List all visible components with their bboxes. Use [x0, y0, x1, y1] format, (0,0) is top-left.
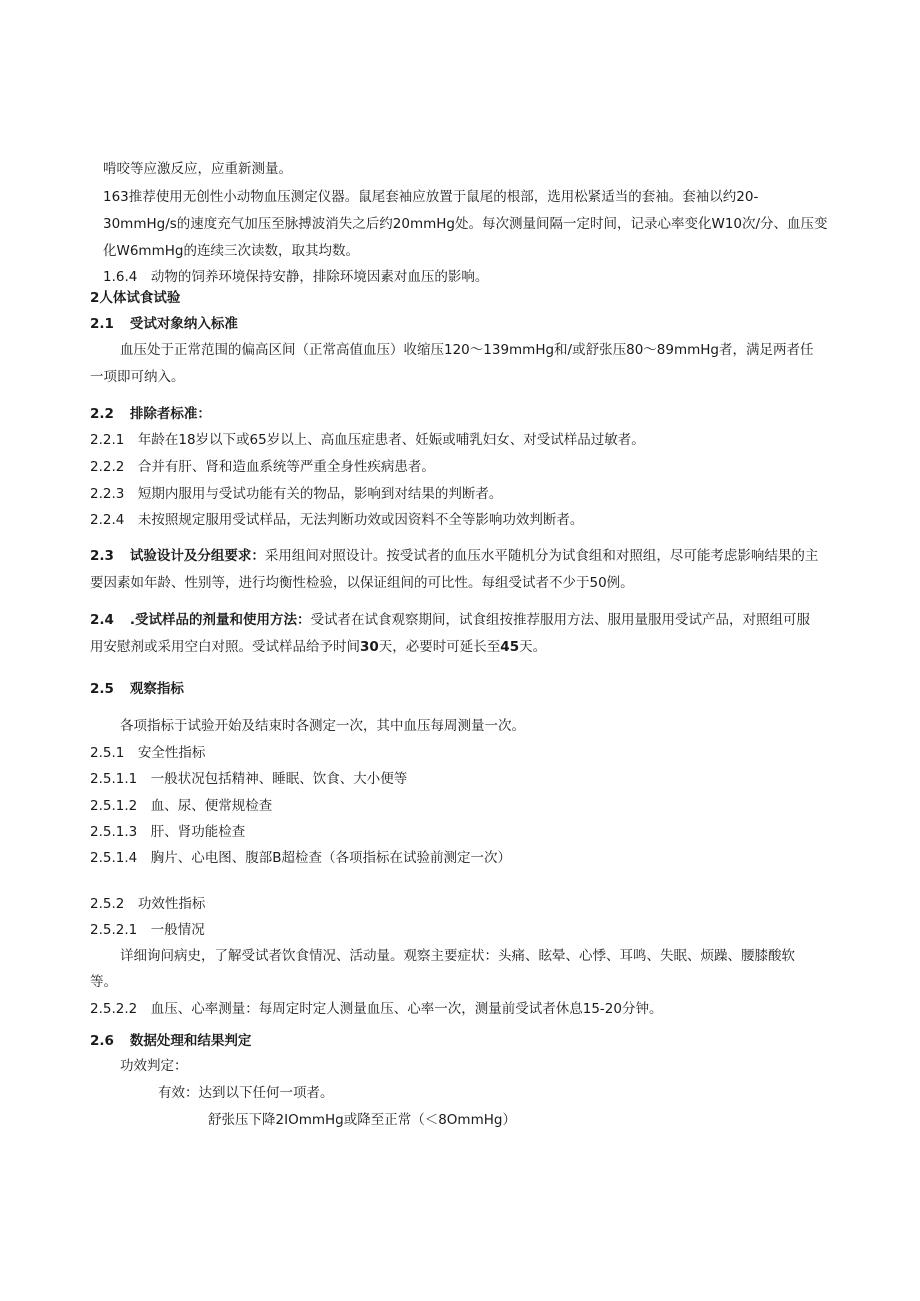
section-title: 排除者标准：: [129, 406, 211, 422]
paragraph-line: 化W6mmHg的连续三次读数，取其均数。: [103, 243, 359, 259]
list-item: 2.2.4 未按照规定服用受试样品，无法判断功效或因资料不全等影响功效判断者。: [90, 512, 584, 528]
section-number: 2.1: [90, 316, 114, 332]
section-heading-2-1: [90, 315, 238, 333]
section-number: 2.2: [90, 406, 114, 422]
list-item: 2.5.2.1 一般情况: [90, 922, 205, 938]
list-item: 2.5.1.4 胸片、心电图、腹部B超检查（各项指标在试验前测定一次）: [90, 850, 511, 866]
section-title: 受试对象纳入标准: [129, 316, 238, 332]
text-fragment: 天。: [519, 639, 547, 655]
text-fragment: 天，必要时可延长至: [378, 639, 501, 655]
paragraph-line: 啃咬等应激反应，应重新测量。: [103, 161, 292, 177]
section-number: 2.4: [90, 612, 114, 628]
duration-value: 30: [360, 639, 379, 655]
section-title: 数据处理和结果判定: [129, 1033, 252, 1049]
paragraph-line: 详细询问病史，了解受试者饮食情况、活动量。观察主要症状：头痛、眩晕、心悸、耳鸣、失眠、烦躁、腰膝酸软: [120, 948, 795, 964]
list-item: 2.2.1 年龄在18岁以下或65岁以上、高血压症患者、妊娠或哺乳妇女、对受试样品过敏者。: [90, 432, 645, 448]
section-heading-2: 2人体试食试验: [90, 290, 181, 306]
list-item: 2.2.2 合并有肝、肾和造血系统等严重全身性疾病患者。: [90, 459, 435, 475]
paragraph-line: 一项即可纳入。: [90, 369, 185, 385]
section-heading-2-2: [90, 405, 211, 423]
paragraph-line: 各项指标于试验开始及结束时各测定一次，其中血压每周测量一次。: [120, 718, 525, 734]
text-fragment: 用安慰剂或采用空白对照。受试样品给予时间: [90, 639, 360, 655]
paragraph-line: 30mmHg∕s的速度充气加压至脉搏波消失之后约20mmHg处。每次测量间隔一定时间，记录心率变化W10次/分、血压变: [103, 216, 828, 232]
section-heading-2-6: [90, 1032, 251, 1050]
paragraph-line: 有效：达到以下任何一项者。: [158, 1085, 334, 1101]
paragraph-line: 功效判定：: [120, 1058, 188, 1074]
extended-duration-value: 45: [500, 639, 520, 655]
paragraph-text: 受试者在试食观察期间，试食组按推荐服用方法、服用量服用受试产品，对照组可服: [310, 612, 811, 628]
paragraph-line: 舒张压下降2IOmmHg或降至正常（＜8OmmHg）: [208, 1112, 516, 1128]
section-heading-2-5: [90, 680, 184, 698]
paragraph-line: [90, 638, 546, 656]
section-2-4-line: [90, 611, 810, 629]
section-2-3-line: [90, 547, 818, 565]
paragraph-line: 等。: [90, 974, 117, 990]
paragraph-text: 采用组间对照设计。按受试者的血压水平随机分为试食组和对照组，尽可能考虑影响结果的主: [264, 548, 819, 564]
paragraph-line: 血压处于正常范围的偏高区间（正常高值血压）收缩压120～139mmHg和/或舒张压80～89mmHg者，满足两者任: [120, 342, 814, 358]
section-title: .受试样品的剂量和使用方法：: [129, 612, 311, 628]
section-number: 2.6: [90, 1033, 114, 1049]
section-title: 试验设计及分组要求：: [129, 548, 265, 564]
paragraph-line: 1.6.4 动物的饲养环境保持安静，排除环境因素对血压的影响。: [103, 269, 489, 285]
list-item: 2.5.1.2 血、尿、便常规检查: [90, 798, 273, 814]
paragraph-line: 163推荐使用无创性小动物血压测定仪器。鼠尾套袖应放置于鼠尾的根部，选用松紧适当的套袖。套袖以约20-: [103, 189, 759, 205]
list-item: 2.5.2.2 血压、心率测量：每周定时定人测量血压、心率一次，测量前受试者休息15-20分钟。: [90, 1001, 663, 1017]
subsection-heading: 2.5.1 安全性指标: [90, 745, 206, 761]
section-number: 2.5: [90, 681, 114, 697]
section-title: 观察指标: [129, 681, 184, 697]
list-item: 2.5.1.3 肝、肾功能检查: [90, 824, 246, 840]
paragraph-line: 要因素如年龄、性别等，进行均衡性检验，以保证组间的可比性。每组受试者不少于50例。: [90, 575, 634, 591]
list-item: 2.5.1.1 一般状况包括精神、睡眠、饮食、大小便等: [90, 771, 408, 787]
section-number: 2.3: [90, 548, 114, 564]
list-item: 2.2.3 短期内服用与受试功能有关的物品，影响到对结果的判断者。: [90, 486, 503, 502]
subsection-heading: 2.5.2 功效性指标: [90, 896, 206, 912]
